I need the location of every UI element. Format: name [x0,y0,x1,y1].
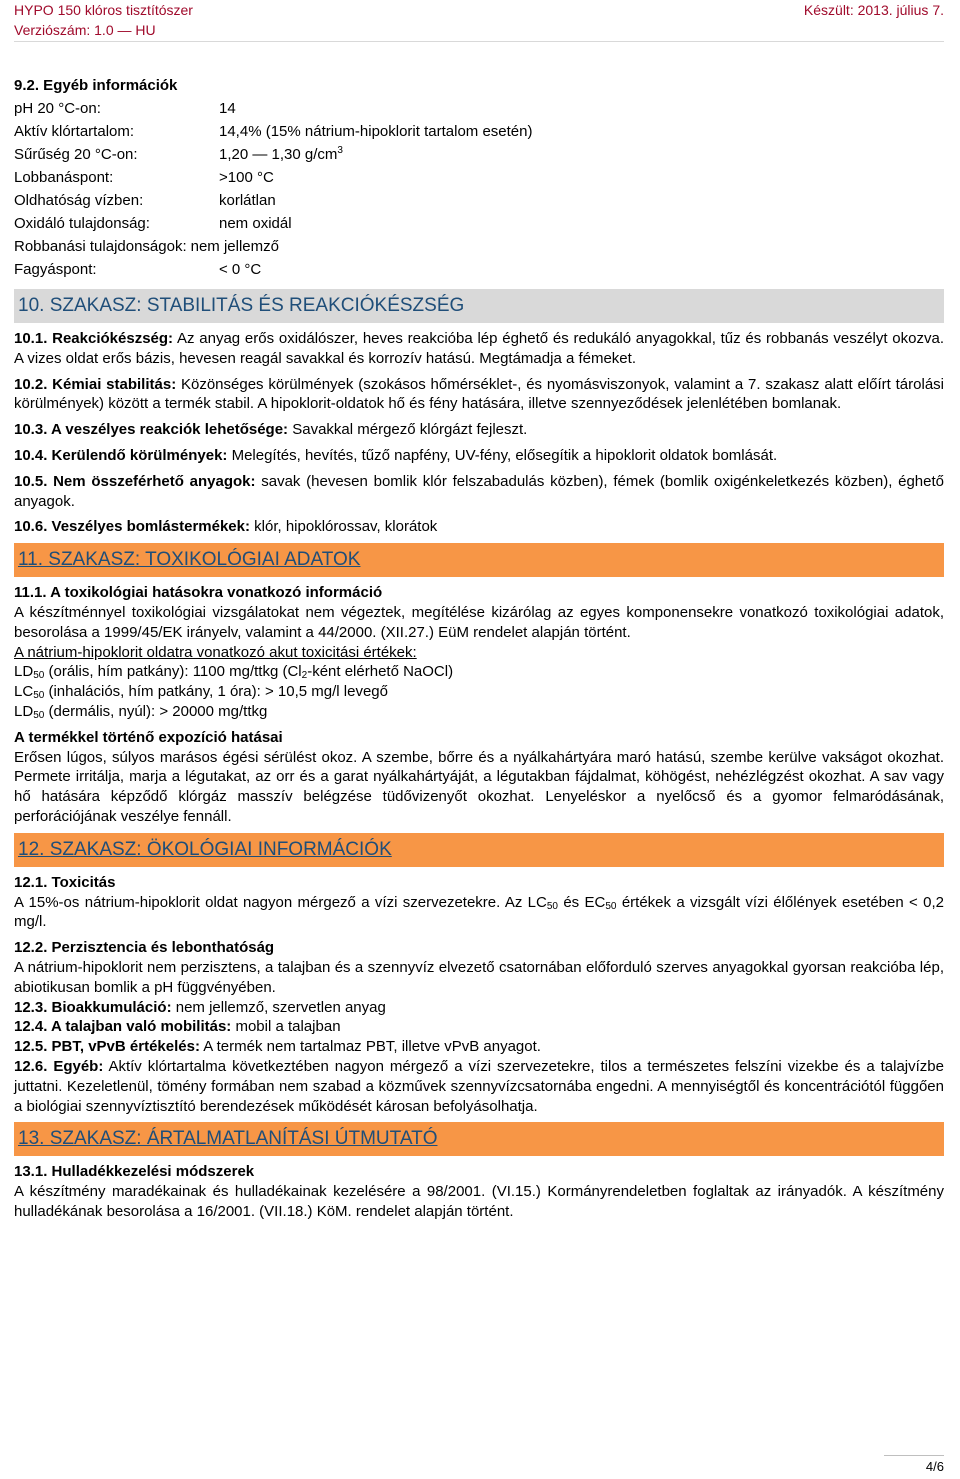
paragraph-10-5: 10.5. Nem összeférhető anyagok: savak (hevesen bomlik klór felszabadulás közben), fémek (bomlik oxigénkeletkezés közben), éghető anyagok. [14,472,944,510]
paragraph-11-1: A készítménnyel toxikológiai vizsgálatokat nem végeztek, megítélése kizárólag az egyes komponensekre vonatkozó toxikológiai adatok, besorolása a 1999/45/EK irányelv, valamint a 44/2000. (XII.27.) EüM rendelet alapján történt. [14,603,944,641]
header-left [14,0,193,40]
subheading-13-1: 13.1. Hulladékkezelési módszerek [14,1163,255,1181]
property-row: Oxidáló tulajdonság: nem oxidál [14,215,292,232]
line-12-3: 12.3. Bioakkumuláció: nem jellemző, szervetlen anyag [14,998,386,1016]
ld50-dermal-line: $LD_{50}$ (dermális, nyúl): > 20000 mg/ttkg [14,702,268,721]
property-row: Sűrűség 20 °C-on: 1,20 — 1,30 $g/cm^3$ [14,145,343,163]
document-body [14,74,944,1228]
page-number: 4/6 [925,1459,944,1474]
properties-table [14,97,944,281]
paragraph-10-4: 10.4. Kerülendő körülmények: Melegítés, hevítés, tűző napfény, UV-fény, elősegítik a hipoklorit oldatok bomlását. [14,446,778,464]
footer-divider [884,1455,944,1456]
property-row: Aktív klórtartalom: 14,4% (15% nátrium-hipoklorit tartalom esetén) [14,123,533,140]
line-12-5: 12.5. PBT, vPvB értékelés: A termék nem tartalmaz PBT, illetve vPvB anyagot. [14,1038,541,1056]
version-label: Verziószám: 1.0 — HU [14,22,156,38]
ld50-oral-line: $LD_{50}$ (orális, hím patkány): 1100 mg/ttkg ($Cl_2$-ként elérhető NaOCl) [14,663,454,682]
paragraph-10-6: 10.6. Veszélyes bomlástermékek: klór, hipoklórossav, klorátok [14,518,438,536]
subheading-12-2: 12.2. Perzisztencia és lebonthatóság [14,939,275,957]
paragraph-12-2: A nátrium-hipoklorit nem perzisztens, a talajban és a szennyvíz elvezető csatornában előforduló szerves anyagokkal gyorsan reakcióba lép, abiotikusan bomlik a pH függvényében. [14,958,944,996]
property-row: Oldhatóság vízben: korlátlan [14,192,276,209]
property-row: Robbanási tulajdonságok: nem jellemző [14,238,279,255]
acute-toxicity-heading: A nátrium-hipoklorit oldatra vonatkozó akut toxicitási értékek: [14,643,417,661]
exposure-heading: A termékkel történő expozíció hatásai [14,728,283,746]
property-row: pH 20 °C-on: 14 [14,100,236,117]
subheading-11-1: 11.1. A toxikológiai hatásokra vonatkozó információ [14,584,383,602]
section-9-2-heading: 9.2. Egyéb információk [14,77,178,94]
paragraph-10-1: 10.1. Reakciókészség: Az anyag erős oxidálószer, heves reakcióba lép éghető és redukáló anyagokkal, tűz és robbanás veszélyt okozva. A vizes oldat erős bázis, hevesen reagál savakkal és korrozív hatású. Megtámadja a fémeket. [14,330,945,367]
paragraph-12-6: 12.6. Egyéb: Aktív klórtartalma következtében nagyon mérgező a vízi szervezetekre, tilos a természetes felszíni vizekbe és a talajvízbe juttatni. Kezeletlenül, tömény formában nem szabad a közművek szennyvízcsatornába engedni. A mennyiségtől és koncentrációtól függően a biológiai szennyvíztisztító berendezések működését károsan befolyásolhatja. [14,1057,944,1115]
property-row: Lobbanáspont: >100 °C [14,169,274,186]
section-13-title: 13. SZAKASZ: ÁRTALMATLANÍTÁSI ÚTMUTATÓ [14,1122,944,1156]
paragraph-10-3: 10.3. A veszélyes reakciók lehetősége: Savakkal mérgező klórgázt fejleszt. [14,421,528,439]
paragraph-10-2: 10.2. Kémiai stabilitás: Közönséges körülmények (szokásos hőmérséklet-, és nyomásviszonyok, valamint a 7. szakasz alatt előírt tárolási körülmények) között a termék stabil. A hipoklorit-oldatok hő és fény hatására, illetve szennyeződések jelenlétében bomlanak. [14,375,944,413]
subheading-12-1: 12.1. Toxicitás [14,873,116,891]
line-12-4: 12.4. A talajban való mobilitás: mobil a talajban [14,1018,341,1036]
lc50-inhalation-line: $LC_{50}$ (inhalációs, hím patkány, 1 óra): > 10,5 mg/l levegő [14,683,388,702]
page-header [14,0,944,42]
paragraph-12-1: A 15%-os nátrium-hipoklorit oldat nagyon mérgező a vízi szervezetekre. Az $LC_{50}$ és $EC_{50}$ értékek a vizsgált vízi élőlények esetében < 0,2 mg/l. [14,893,944,931]
section-10-title: 10. SZAKASZ: STABILITÁS ÉS REAKCIÓKÉSZSÉG [14,289,944,323]
header-divider [14,41,944,42]
exposure-paragraph: Erősen lúgos, súlyos marásos égési sérülést okoz. A szembe, bőrre és a nyálkahártyára maró hatású, szembe kerülve vakságot okozhat. Permete irritálja, marja a légutakat, az orr és a garat nyálkahártyáját, a légutakban fájdalmat, köhögést, nehézlégzést okozhat. A sav vagy hő hatására képződő klórgáz masszív belégzése tüdővizenyőt okozhat. Lenyeléskor a nyelőcső és a gyomor felmaródásának, perforációjának veszélye fennáll. [14,748,944,825]
section-11-title: 11. SZAKASZ: TOXIKOLÓGIAI ADATOK [14,543,944,577]
property-row: Fagyáspont: < 0 °C [14,261,262,278]
section-12-title: 12. SZAKASZ: ÖKOLÓGIAI INFORMÁCIÓK [14,833,944,867]
date-label: Készült: 2013. július 7. [803,2,944,18]
product-name: HYPO 150 klóros tisztítószer [14,2,193,18]
paragraph-13-1: A készítmény maradékainak és hulladékainak kezelésére a 98/2001. (VI.15.) Kormányrendeletben foglaltak az irányadók. A készítmény hulladékának besorolása a 16/2001. (VII.18.) KöM. rendelet alapján történt. [14,1183,944,1220]
